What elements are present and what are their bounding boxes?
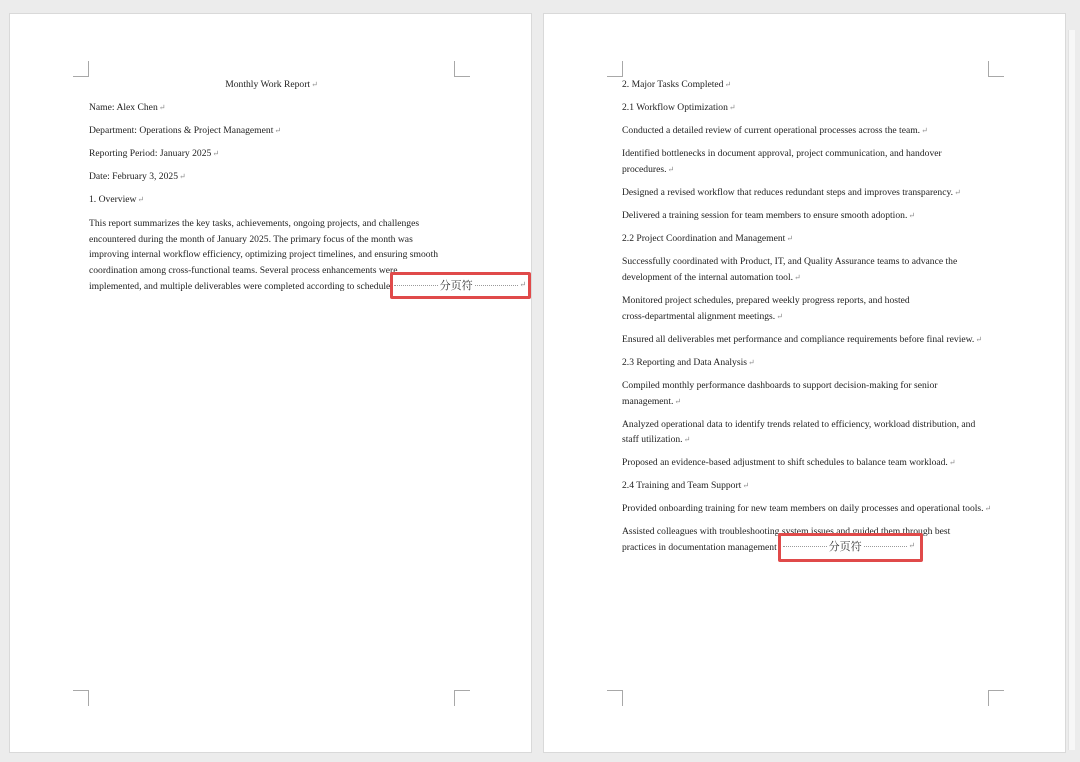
- section-heading[interactable]: 2. Major Tasks Completed↵: [622, 79, 732, 90]
- paragraph[interactable]: Proposed an evidence-based adjustment to shift schedules to balance team workload.↵: [622, 457, 956, 468]
- overview-line[interactable]: improving internal workflow efficiency, optimizing project timelines, and ensuring smooth: [89, 249, 439, 260]
- paragraph[interactable]: procedures.↵: [622, 164, 675, 175]
- paragraph[interactable]: Conducted a detailed review of current operational processes across the team.↵: [622, 125, 928, 136]
- subsection-heading[interactable]: 2.1 Workflow Optimization↵: [622, 102, 736, 113]
- crop-mark-bottom-left: [607, 690, 623, 706]
- crop-mark-bottom-right: [454, 690, 470, 706]
- overview-heading[interactable]: 1. Overview↵: [89, 194, 145, 205]
- page-break-label: 分页符: [439, 278, 473, 292]
- reporting-period-line[interactable]: Reporting Period: January 2025↵: [89, 148, 220, 159]
- paragraph[interactable]: Delivered a training session for team members to ensure smooth adoption.↵: [622, 210, 916, 221]
- paragraph[interactable]: Provided onboarding training for new team members on daily processes and operational tools.↵: [622, 503, 992, 514]
- overview-line[interactable]: implemented, and multiple deliverables were completed according to schedule: [89, 281, 391, 292]
- paragraph[interactable]: practices in documentation management: [622, 542, 777, 553]
- highlight-box: [778, 533, 923, 562]
- subsection-heading[interactable]: 2.3 Reporting and Data Analysis↵: [622, 357, 755, 368]
- overview-line[interactable]: coordination among cross-functional teams. Several process enhancements were: [89, 265, 398, 276]
- crop-mark-bottom-left: [73, 690, 89, 706]
- crop-mark-top-left: [73, 61, 89, 77]
- subsection-heading[interactable]: 2.4 Training and Team Support↵: [622, 480, 750, 491]
- paragraph[interactable]: Monitored project schedules, prepared weekly progress reports, and hosted: [622, 295, 910, 306]
- paragraph[interactable]: Successfully coordinated with Product, IT, and Quality Assurance teams to advance the: [622, 256, 958, 267]
- name-line[interactable]: Name: Alex Chen↵: [89, 102, 166, 113]
- paragraph[interactable]: staff utilization.↵: [622, 434, 691, 445]
- paragraph[interactable]: development of the internal automation tool.↵: [622, 272, 801, 283]
- document-title[interactable]: Monthly Work Report↵: [225, 79, 318, 90]
- paragraph[interactable]: Designed a revised workflow that reduces redundant steps and improves transparency.↵: [622, 187, 961, 198]
- paragraph-mark: ↵: [519, 280, 527, 289]
- date-line[interactable]: Date: February 3, 2025↵: [89, 171, 186, 182]
- crop-mark-top-left: [607, 61, 623, 77]
- overview-line[interactable]: This report summarizes the key tasks, achievements, ongoing projects, and challenges: [89, 218, 420, 229]
- highlight-box: [390, 272, 531, 299]
- document-page-2[interactable]: [543, 13, 1066, 753]
- paragraph[interactable]: management.↵: [622, 396, 682, 407]
- paragraph[interactable]: Analyzed operational data to identify trends related to efficiency, workload distribution, and: [622, 419, 976, 430]
- paragraph[interactable]: cross-departmental alignment meetings.↵: [622, 311, 783, 322]
- document-page-1[interactable]: [9, 13, 532, 753]
- paragraph[interactable]: Ensured all deliverables met performance and compliance requirements before final review.↵: [622, 334, 983, 345]
- page-break-label: 分页符: [828, 539, 862, 553]
- crop-mark-bottom-right: [988, 690, 1004, 706]
- paragraph[interactable]: Compiled monthly performance dashboards to support decision-making for senior: [622, 380, 938, 391]
- department-line[interactable]: Department: Operations & Project Management↵: [89, 125, 282, 136]
- crop-mark-top-right: [988, 61, 1004, 77]
- overview-line[interactable]: encountered during the month of January 2025. The primary focus of the month was: [89, 234, 413, 245]
- paragraph[interactable]: Identified bottlenecks in document approval, project communication, and handover: [622, 148, 942, 159]
- paragraph-mark: ↵: [908, 541, 916, 550]
- paragraph[interactable]: Assisted colleagues with troubleshooting system issues and guided them through best: [622, 526, 951, 537]
- crop-mark-top-right: [454, 61, 470, 77]
- subsection-heading[interactable]: 2.2 Project Coordination and Management↵: [622, 233, 794, 244]
- scroll-edge: [1068, 30, 1075, 750]
